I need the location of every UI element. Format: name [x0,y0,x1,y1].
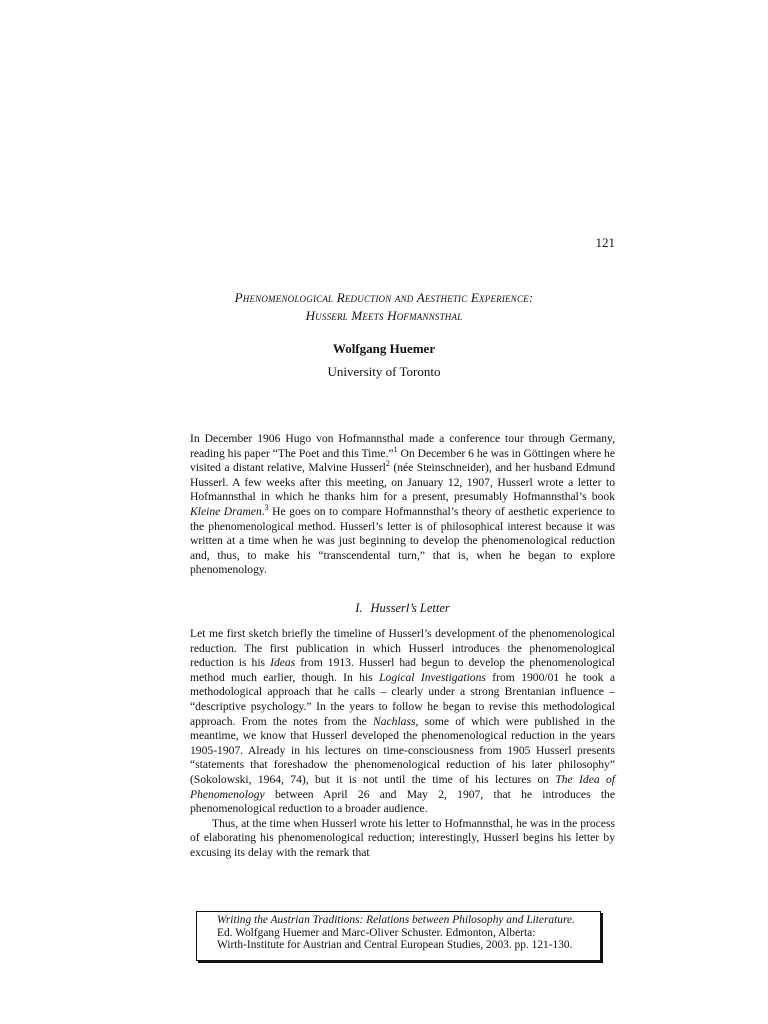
citation-box [196,911,601,961]
intro-text-4: He goes on to compare Hofmannsthal’s theory of aesthetic experience to the phenomenological method. Husserl’s letter is of philosophical interest because it was written at a time when he was just beginning to develop the phenomenological reduction and, thus, to make his “transcendental turn,” that is, when he began to explore phenomenology. [190,504,615,577]
work-title-logical-investigations: Logical Investigations [379,670,486,684]
footnote-ref-2: 2 [385,459,390,469]
timeline-paragraph [190,627,615,817]
timeline-text-c: from 1900/01 he took a methodological approach that he calls – clearly under a strong Brentanian influence – “descriptive psychology.” In the years to follow he began to revise this methodological approach. From the notes from the [190,670,615,728]
title-line-1: Phenomenological Reduction and Aesthetic Experience: [234,290,534,305]
author-name: Wolfgang Huemer [332,341,436,356]
intro-text-2: On December 6 he was in Göttingen where he visited a distant relative, Malvine Husserl [190,446,615,475]
footnote-ref-3: 3 [264,503,269,513]
author-affiliation: University of Toronto [327,364,441,379]
intro-text-1: In December 1906 Hugo von Hofmannsthal made a conference tour through Germany, reading his paper “The Poet and this Time.” [190,432,615,460]
timeline-text-b: from 1913. Husserl had begun to develop the phenomenological method much earlier, though. In his [190,656,615,684]
letter-paragraph: Thus, at the time when Husserl wrote his letter to Hofmannsthal, he was in the process of elaborating his phenomenological reduction; interestingly, Husserl begins his letter by excusing its delay with the remark that [190,816,615,859]
citation-line-2: Ed. Wolfgang Huemer and Marc-Oliver Schuster. Edmonton, Alberta: [217,926,536,939]
footnote-ref-1: 1 [393,444,398,454]
intro-text-3: (née Steinschneider), and her husband Edmund Husserl. A few weeks after this meeting, on January 12, 1907, Husserl wrote a letter to Hofmannsthal in which he thanks him for a present, presumably Hofmannsthal’s book [190,461,615,504]
paper-title [150,289,618,325]
book-title-kleine-dramen: Kleine Dramen [190,504,262,518]
work-title-idea-of-phenomenology: The Idea of Phenomenology [190,772,615,801]
section-number: I. [355,601,363,615]
section-title: Husserl’s Letter [370,601,450,615]
section-heading [190,601,615,616]
page-number: 121 [595,235,615,250]
timeline-text-d: , some of which were published in the meantime, we know that Husserl developed the phenomenological reduction in the years 1905-1907. Already in his lectures on time-consciousness from 1905 Husserl presents “statements that foreshadow the phenomenological reduction of his later philosophy” (Sokolowski, 1964, 74), but it is not until the time of his lectures on [190,714,615,786]
title-line-2: Husserl Meets Hofmannsthal [305,308,463,323]
work-title-ideas: Ideas [270,656,296,670]
intro-paragraph [190,432,615,578]
timeline-text-a: Let me first sketch briefly the timeline of Husserl’s development of the phenomenological reduction. The first publication in which Husserl introduces the phenomenological reduction is his [190,627,615,670]
term-nachlass: Nachlass [372,714,416,728]
timeline-text-e: between April 26 and May 2, 1907, that he introduces the phenomenological reduction to a broader audience. [190,787,615,816]
section-body [190,627,615,861]
citation-line-3: Wirth-Institute for Austrian and Central European Studies, 2003. pp. 121-130. [217,939,573,952]
citation-line-1: Writing the Austrian Traditions: Relations between Philosophy and Literature. [217,914,575,926]
intro-period: . [261,504,265,518]
